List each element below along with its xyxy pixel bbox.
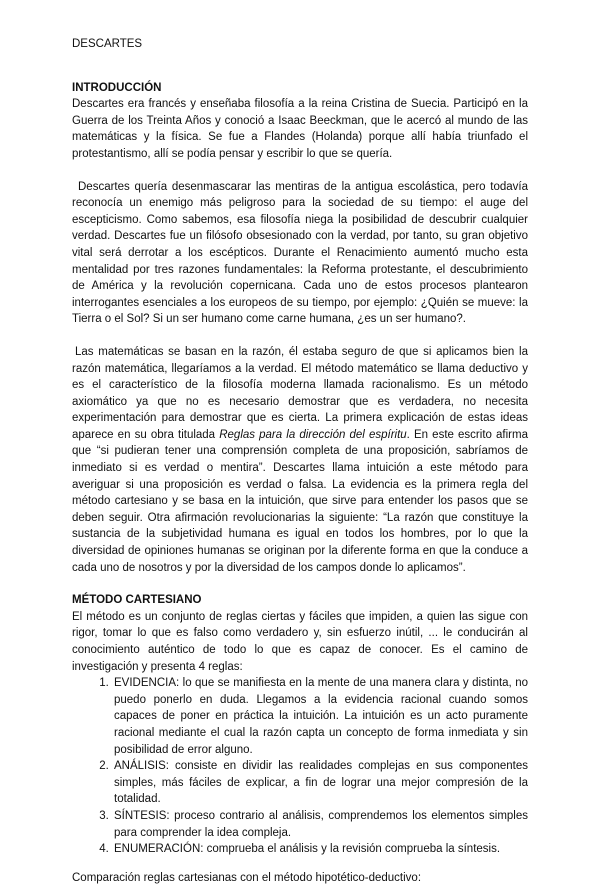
rule-item-sintesis: 3. SÍNTESIS: proceso contrario al análisis, comprendemos los elementos simples para comprender la idea compleja. <box>112 808 528 841</box>
method-intro: El método es un conjunto de reglas ciertas y fáciles que impiden, a quien las sigue con rigor, tomar lo que es falso como verdadero y, sin esfuerzo inútil, ... le conducirán al conocimiento auténtico de todo lo que es capaz de conocer. Es el camino de investigación y presenta 4 reglas: <box>72 610 528 673</box>
rule-item-analisis: 2. ANÁLISIS: consiste en dividir las realidades complejas en sus componentes simples, más fáciles de explicar, a fin de lograr una mejor compresión de la totalidad. <box>112 758 528 808</box>
p3-text-start: Las matemáticas se basan en la razón, él estaba seguro de que si aplicamos bien la razón matemática, llegaríamos a la verdad. El método matemático se llama deductivo y es el característico de la filosofía moderna llamada racionalismo. Es un método axiomático ya que no es necesario demostrar que es verdadera, no necesita experimentación para demostrar que es cierta. La primera explicación de estas ideas aparece en su obra titulada <box>72 345 528 441</box>
rules-list <box>72 675 528 858</box>
intro-paragraph-2: Descartes quería desenmascarar las mentiras de la antigua escolástica, pero todavía reconocía un enemigo más peligroso para la sociedad de su tiempo: el auge del escepticismo. Como sabemos, esa filosofía niega la posibilidad de descubrir cualquier verdad. Descartes fue un filósofo obsesionado con la verdad, por tanto, su gran objetivo vital será derrotar a los escépticos. Durante el Renacimiento aumentó mucho esta mentalidad por tres razones fundamentales: la Reforma protestante, el descubrimiento de América y la revolución copernicana. Cada uno de estos procesos plantearon interrogantes esenciales a los europeos de su tiempo, por ejemplo: ¿Quién se mueve: la Tierra o el Sol? Si un ser humano come carne humana, ¿es un ser humano?. <box>72 180 528 326</box>
document-title: DESCARTES <box>72 38 143 50</box>
rule-item-enumeracion: 4. ENUMERACIÓN: comprueba el análisis y la revisión comprueba la síntesis. <box>112 841 528 858</box>
intro-paragraph-1: Descartes era francés y enseñaba filosofía a la reina Cristina de Suecia. Participó en la Guerra de los Treinta Años y conoció a Isaac Beeckman, que le acercó al mundo de las matemáticas y la física. Se fue a Flandes (Holanda) porque allí había triunfado el protestantismo, allí se podía pensar y escribir lo que se quería. <box>72 98 528 160</box>
comparison-line: Comparación reglas cartesianas con el método hipotético-deductivo: <box>72 871 422 884</box>
intro-heading: INTRODUCCIÓN <box>72 81 162 94</box>
document-page <box>72 36 528 886</box>
book-title: Reglas para la dirección del espíritu <box>219 428 407 441</box>
p3-text-end: . En este escrito afirma que “si pudieran tener una comprensión completa de una proposición, sabríamos de inmediato si es verdad o mentira”. Descartes llama intuición a este método para averiguar si una proposición es verdad o falsa. La evidencia es la primera regla del método cartesiano y se basa en la intuición, que sirve para entender los pasos que se deben seguir. Otra afirmación revolucionarias la siguiente: “La razón que constituye la sustancia de la subjetividad humana es igual en todos los hombres, por lo que la diversidad de opiniones humanas se originan por la diferente forma en que la conduce a cada uno de nosotros y por la diversidad de los campos donde lo aplicamos”. <box>72 428 528 574</box>
intro-paragraph-3 <box>72 344 528 576</box>
rule-item-evidencia: 1. EVIDENCIA: lo que se manifiesta en la mente de una manera clara y distinta, no puedo ponerlo en duda. Llegamos a la evidencia racional cuando somos capaces de poner en práctica la intuición. La intuición es un acto puramente racional mediante el cual la razón capta un concepto de forma inmediata y sin posibilidad de error alguno. <box>112 675 528 758</box>
method-heading: MÉTODO CARTESIANO <box>72 594 202 607</box>
